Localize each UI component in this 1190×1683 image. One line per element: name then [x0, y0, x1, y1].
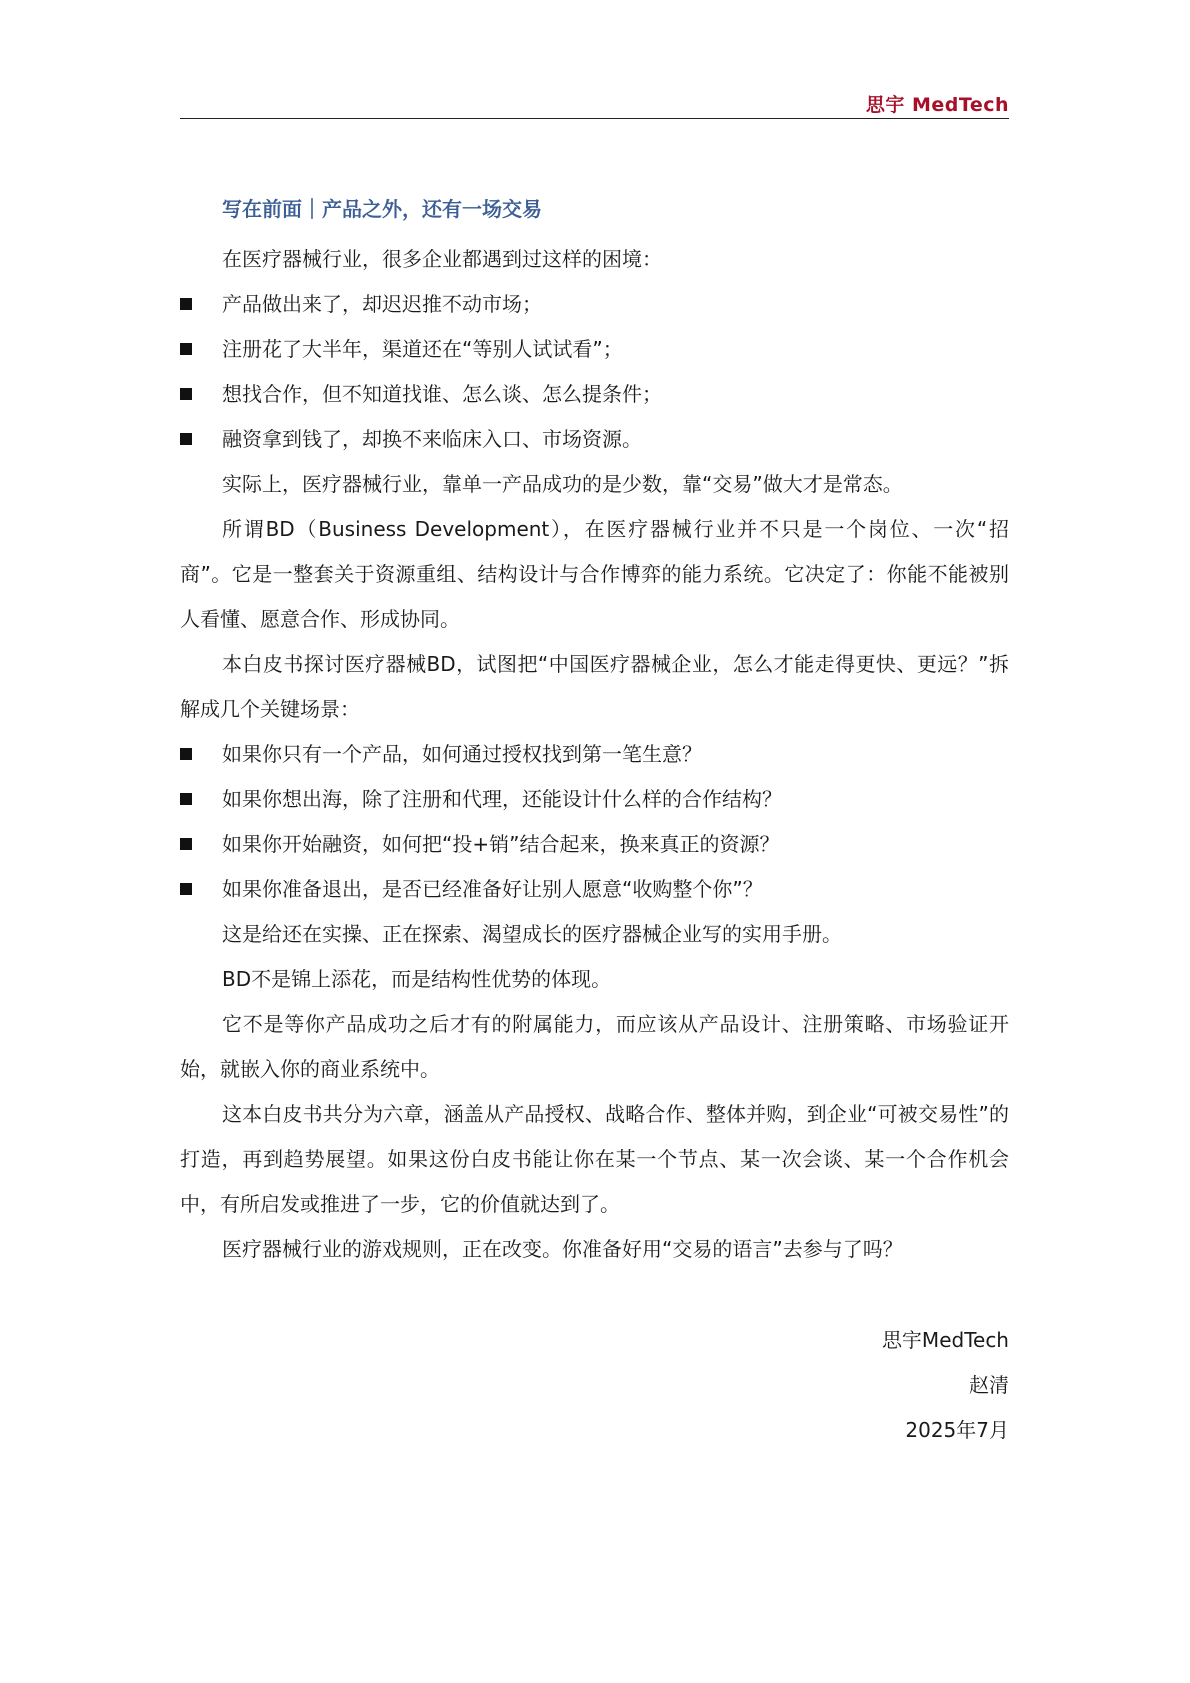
paragraph-line: 开始，就嵌入你的商业系统中。 [180, 1012, 1009, 1081]
intro-paragraph: 在医疗器械行业，很多企业都遇到过这样的困境： [222, 247, 662, 271]
paragraph-line: 合作机会中，有所启发或推进了一步，它的价值就达到了。 [180, 1147, 1010, 1216]
paragraph-line: 被别人看懂、愿意合作、形成协同。 [180, 562, 1009, 631]
pain-point-text: 注册花了大半年，渠道还在“等别人试试看”； [222, 337, 623, 361]
square-bullet-icon [180, 883, 192, 895]
pain-point-item [180, 327, 1009, 372]
pain-point-text: 融资拿到钱了，却换不来临床入口、市场资源。 [222, 427, 642, 451]
scenario-item [180, 867, 1009, 912]
signature-date: 2025年7月 [905, 1418, 1009, 1442]
paragraph-line: 商”。它是一整套关于资源重组、结构设计与合作博弈的能力系统。它决定了：你能不能 [180, 562, 969, 586]
scenario-text: 如果你只有一个产品，如何通过授权找到第一笔生意？ [222, 742, 702, 766]
paragraph-line: 性”的打造，再到趋势展望。如果这份白皮书能让你在某一个节点、某一次会谈、某一个 [180, 1102, 1009, 1171]
scenario-text: 如果你想出海，除了注册和代理，还能设计什么样的合作结构？ [222, 787, 782, 811]
paragraph-line: 它不是等你产品成功之后才有的附属能力，而应该从产品设计、注册策略、市场验证 [222, 1012, 989, 1036]
signature-org: 思宇MedTech [881, 1328, 1009, 1352]
pain-point-text: 产品做出来了，却迟迟推不动市场； [222, 292, 542, 316]
closing-paragraph: 医疗器械行业的游戏规则，正在改变。你准备好用“交易的语言”去参与了吗？ [222, 1237, 903, 1261]
square-bullet-icon [180, 343, 192, 355]
pain-point-item [180, 282, 1009, 327]
scenario-text: 如果你开始融资，如何把“投+销”结合起来，换来真正的资源？ [222, 832, 780, 856]
bd-definition-paragraph [180, 507, 1009, 642]
handbook-paragraph: 这是给还在实操、正在探索、渴望成长的医疗器械企业写的实用手册。 [222, 922, 842, 946]
square-bullet-icon [180, 838, 192, 850]
scenario-item [180, 822, 1009, 867]
pain-point-item [180, 372, 1009, 417]
square-bullet-icon [180, 388, 192, 400]
signature-block [882, 1318, 1009, 1453]
document-body [180, 191, 1009, 1272]
reality-paragraph: 实际上，医疗器械行业，靠单一产品成功的是少数，靠“交易”做大才是常态。 [222, 472, 903, 496]
scenario-text: 如果你准备退出，是否已经准备好让别人愿意“收购整个你”？ [222, 877, 763, 901]
section-heading: 写在前面｜产品之外，还有一场交易 [222, 197, 542, 221]
structural-advantage-paragraph: BD不是锦上添花，而是结构性优势的体现。 [222, 967, 612, 991]
scenario-item [180, 732, 1009, 777]
scenario-item [180, 777, 1009, 822]
paragraph-line: 所谓BD（Business Development），在医疗器械行业并不只是一个岗位、一次“招 [222, 517, 1009, 541]
header-brand: 思宇 MedTech [865, 94, 1009, 116]
square-bullet-icon [180, 793, 192, 805]
square-bullet-icon [180, 433, 192, 445]
embedded-capability-paragraph [180, 1002, 1009, 1092]
header-divider [180, 118, 1009, 119]
square-bullet-icon [180, 748, 192, 760]
paragraph-line: 这本白皮书共分为六章，涵盖从产品授权、战略合作、整体并购，到企业“可被交易 [222, 1102, 959, 1126]
paragraph-line: 拆解成几个关键场景： [180, 652, 1010, 721]
chapters-paragraph [180, 1092, 1009, 1227]
scenarios-list [180, 732, 1009, 912]
whitepaper-scope-paragraph [180, 642, 1009, 732]
paragraph-line: 本白皮书探讨医疗器械BD，试图把“中国医疗器械企业，怎么才能走得更快、更远？” [222, 652, 989, 676]
pain-point-item [180, 417, 1009, 462]
pain-points-list [180, 282, 1009, 462]
pain-point-text: 想找合作，但不知道找谁、怎么谈、怎么提条件； [222, 382, 662, 406]
signature-author: 赵清 [969, 1373, 1009, 1397]
square-bullet-icon [180, 298, 192, 310]
